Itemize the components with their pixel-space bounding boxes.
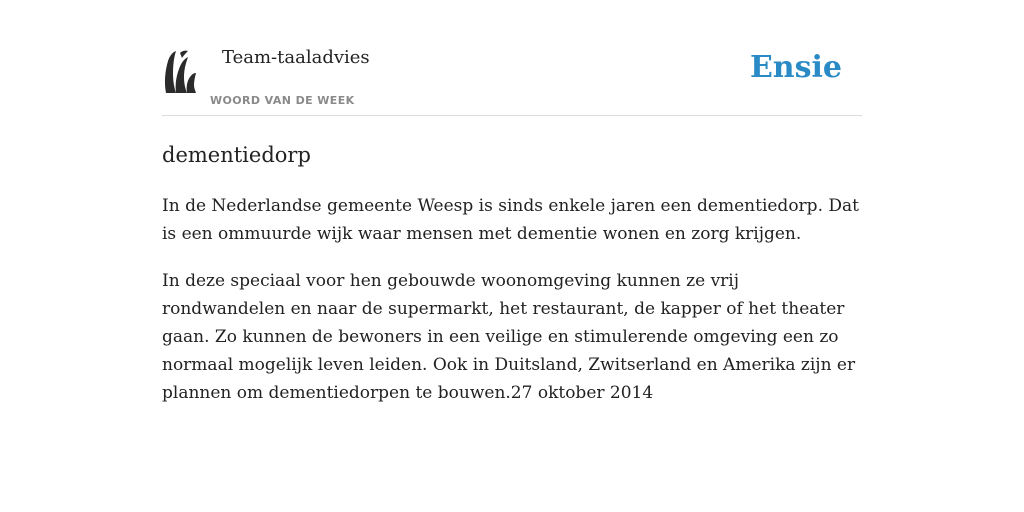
ensie-site-link[interactable]: Ensie — [749, 50, 842, 85]
article-paragraph — [162, 267, 862, 407]
brand-name: Team-taaladvies — [222, 47, 370, 68]
article-paragraph — [162, 192, 862, 248]
section-kicker: WOORD VAN DE WEEK — [210, 94, 355, 107]
lion-crest-icon — [162, 49, 198, 95]
paragraph-text: In deze speciaal voor hen gebouwde woonomgeving kunnen ze vrij rondwandelen en naar de supermarkt, het restaurant, de kapper of het theater gaan. Zo kunnen de bewoners in een veilige en stimulerende omgeving een zo normaal mogelijk leven leiden. Ook in Duitsland, Zwitserland en Amerika zijn er plannen om dementiedorpen te bouwen. — [162, 271, 856, 403]
paragraph-text: In de Nederlandse gemeente Weesp is sinds enkele jaren een dementiedorp. Dat is een ommuurde wijk waar mensen met dementie wonen en zorg krijgen. — [162, 196, 859, 244]
card-header — [162, 44, 862, 116]
word-card — [162, 44, 862, 407]
word-title: dementiedorp — [162, 143, 311, 167]
publication-date: 27 oktober 2014 — [510, 383, 654, 403]
